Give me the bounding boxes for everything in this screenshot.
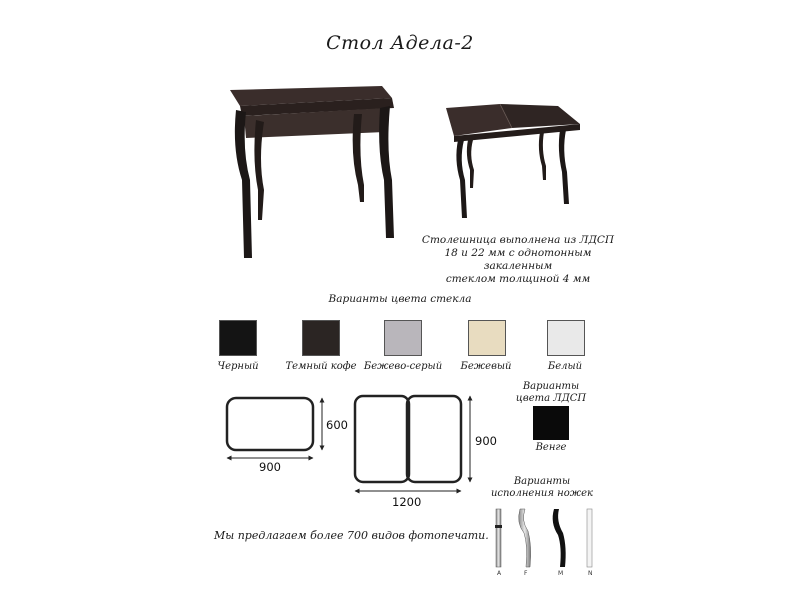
legs-illustration (488, 505, 598, 575)
promo-text: Мы предлагаем более 700 видов фотопечати. (214, 529, 489, 542)
swatch-dark-coffee (302, 320, 340, 356)
legs-heading-line: Варианты (513, 476, 571, 487)
leg-n-shape (587, 509, 592, 567)
swatch-beige-grey (384, 320, 422, 356)
leg-m-shape (553, 509, 566, 567)
swatch-label-beige: Бежевый (460, 361, 512, 372)
closed-table-outline (227, 398, 313, 450)
description (418, 234, 618, 286)
extended-table-left-panel (355, 396, 409, 482)
ldsp-heading-line: цвета ЛДСП (515, 393, 587, 404)
swatch-label-wenge: Венге (535, 442, 567, 453)
leg-label-a: A (497, 570, 502, 577)
leg-label-m: M (558, 570, 564, 577)
extended-height-label: 900 (475, 434, 497, 448)
swatch-label-white: Белый (547, 361, 583, 372)
description-line: 18 и 22 мм с однотонным закаленным (444, 247, 592, 272)
description-line: Столешница выполнена из ЛДСП (421, 234, 615, 246)
extended-width-label: 1200 (392, 495, 422, 509)
leg-label-n: N (588, 570, 593, 577)
legs-heading (487, 476, 597, 500)
table-closed-photo (222, 80, 407, 265)
swatch-white (547, 320, 585, 356)
dimension-drawing (215, 388, 485, 508)
swatch-black (219, 320, 257, 356)
swatch-label-beige-grey: Бежево-серый (363, 361, 443, 372)
table-extended-photo (440, 100, 590, 220)
page-title: Стол Адела-2 (326, 32, 474, 54)
leg-label-f: F (524, 570, 528, 577)
swatch-label-dark-coffee: Темный кофе (285, 361, 357, 372)
swatch-label-black: Черный (217, 361, 259, 372)
leg-a-base (495, 525, 502, 528)
description-line: стеклом толщиной 4 мм (445, 273, 591, 285)
closed-height-label: 600 (326, 418, 348, 432)
swatch-beige (468, 320, 506, 356)
extended-table-right-panel (407, 396, 461, 482)
legs-heading-line: исполнения ножек (490, 488, 594, 499)
ldsp-heading-line: Варианты (522, 381, 580, 392)
leg-f-shape (519, 509, 531, 567)
leg-a-shape (496, 509, 501, 567)
closed-width-label: 900 (259, 460, 281, 474)
swatch-wenge (533, 406, 569, 440)
ldsp-heading (496, 381, 606, 405)
glass-colors-heading: Варианты цвета стекла (328, 293, 472, 305)
